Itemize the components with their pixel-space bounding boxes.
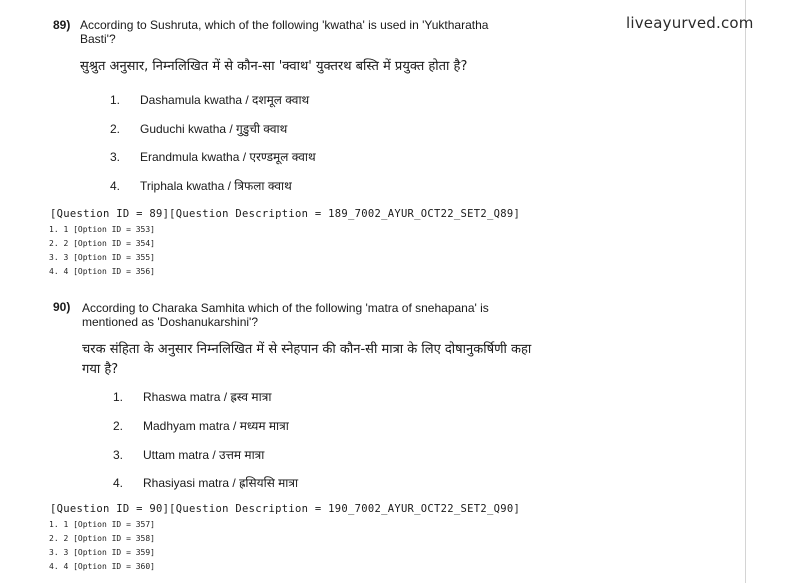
option-label: Guduchi kwatha / गुडुची क्वाथ bbox=[140, 122, 288, 136]
option-item bbox=[110, 177, 292, 194]
question-hindi-text: गया है? bbox=[82, 362, 119, 377]
option-item bbox=[110, 148, 316, 165]
option-label: Uttam matra / उत्तम मात्रा bbox=[143, 448, 265, 462]
option-label: Rhaswa matra / ह्रस्व मात्रा bbox=[143, 390, 272, 404]
option-id-item: 1. 1 [Option ID = 353] bbox=[49, 225, 155, 234]
page-margin-rule bbox=[745, 0, 746, 583]
option-number: 3. bbox=[110, 150, 121, 164]
option-id-list bbox=[49, 223, 155, 279]
option-id-item: 4. 4 [Option ID = 360] bbox=[49, 562, 155, 571]
option-id-item: 3. 3 [Option ID = 355] bbox=[49, 253, 155, 262]
question-text-line: mentioned as 'Doshanukarshini'? bbox=[82, 315, 259, 329]
question-hindi-text: सुश्रुत अनुसार, निम्नलिखित में से कौन-सा 'क्वाथ' युक्तरथ बस्ति में प्रयुक्त होता है? bbox=[80, 59, 468, 74]
question-number: 89) bbox=[53, 18, 71, 32]
question-text-line: According to Charaka Samhita which of the following 'matra of snehapana' is bbox=[82, 301, 489, 315]
option-id-item: 4. 4 [Option ID = 356] bbox=[49, 267, 155, 276]
option-item bbox=[110, 91, 309, 108]
option-item bbox=[110, 120, 287, 137]
option-number: 4. bbox=[113, 476, 124, 490]
option-item bbox=[113, 446, 264, 463]
option-number: 2. bbox=[113, 419, 124, 433]
option-label: Erandmula kwatha / एरण्डमूल क्वाथ bbox=[140, 150, 316, 164]
question-meta: [Question ID = 90][Question Description = 190_7002_AYUR_OCT22_SET2_Q90] bbox=[50, 503, 521, 515]
option-number: 1. bbox=[110, 93, 121, 107]
question-hindi-text: चरक संहिता के अनुसार निम्नलिखित में से स्नेहपान की कौन-सी मात्रा के लिए दोषानुकर्षिणी कहा bbox=[82, 342, 532, 357]
question-number: 90) bbox=[53, 300, 71, 314]
option-id-item: 2. 2 [Option ID = 358] bbox=[49, 534, 155, 543]
option-label: Rhasiyasi matra / ह्रसियसि मात्रा bbox=[143, 476, 299, 490]
option-number: 4. bbox=[110, 179, 121, 193]
question-meta: [Question ID = 89][Question Description = 189_7002_AYUR_OCT22_SET2_Q89] bbox=[50, 208, 521, 220]
option-item bbox=[113, 388, 271, 405]
question-text-line: Basti'? bbox=[80, 32, 116, 46]
option-id-list bbox=[49, 518, 155, 574]
option-number: 3. bbox=[113, 448, 124, 462]
option-id-item: 2. 2 [Option ID = 354] bbox=[49, 239, 155, 248]
option-number: 1. bbox=[113, 390, 124, 404]
option-id-item: 3. 3 [Option ID = 359] bbox=[49, 548, 155, 557]
watermark: liveayurved.com bbox=[626, 14, 754, 32]
option-item bbox=[113, 417, 289, 434]
option-label: Triphala kwatha / त्रिफला क्वाथ bbox=[140, 179, 292, 193]
question-text-line: According to Sushruta, which of the following 'kwatha' is used in 'Yuktharatha bbox=[80, 18, 489, 32]
option-item bbox=[113, 474, 298, 491]
option-label: Madhyam matra / मध्यम मात्रा bbox=[143, 419, 289, 433]
option-label: Dashamula kwatha / दशमूल क्वाथ bbox=[140, 93, 310, 107]
option-id-item: 1. 1 [Option ID = 357] bbox=[49, 520, 155, 529]
option-number: 2. bbox=[110, 122, 121, 136]
